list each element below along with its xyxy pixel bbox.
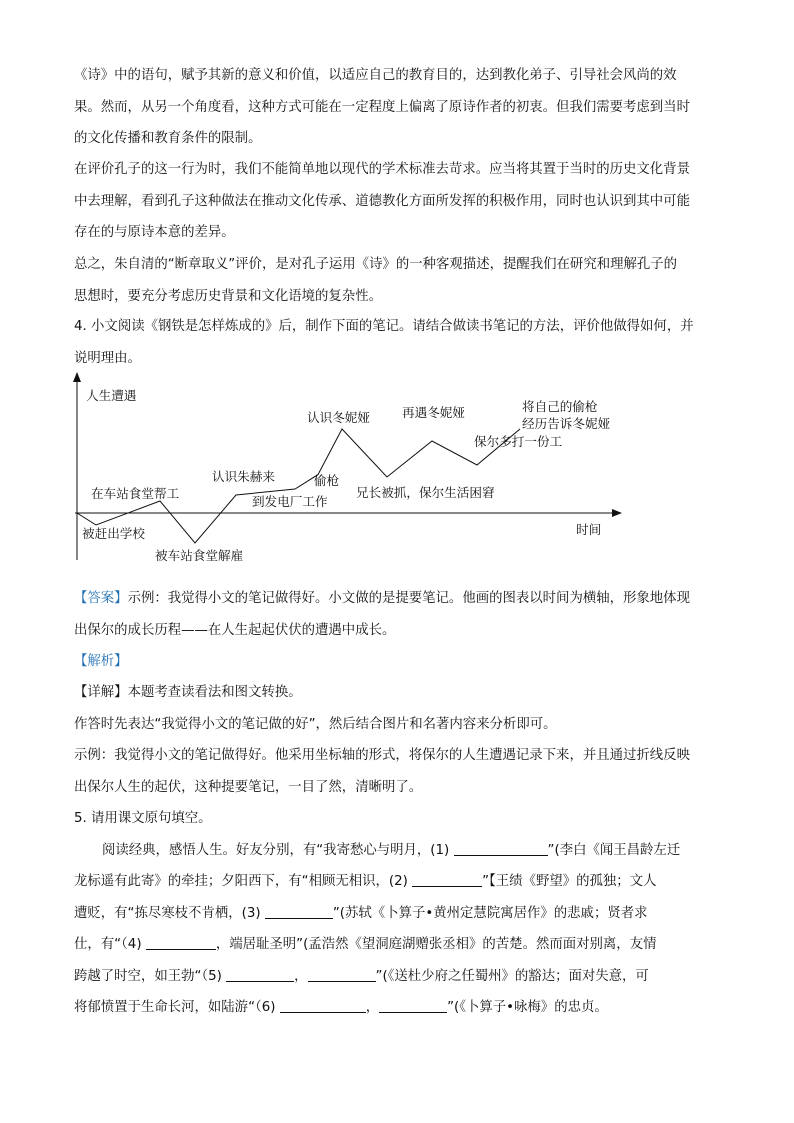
paragraph-line: 总之，朱自清的“断章取义”评价，是对孔子运用《诗》的一种客观描述，提醒我们在研究和理解孔子的 (74, 257, 678, 272)
question-line: 仕，有“（4) ，端居耻圣明”(孟浩然《望洞庭湖赠张丞相》的苦楚。然而面对别离，友情 (74, 937, 657, 952)
answer-line (74, 583, 724, 615)
answer-blank-5b[interactable] (308, 967, 376, 982)
event-label: 偷枪 (314, 473, 340, 488)
paragraph-line: 在评价孔子的这一行为时，我们不能简单地以现代的学术标准去苛求。应当将其置于当时的历史文化背景 (74, 162, 690, 177)
analysis-tag: 【解析】 (74, 654, 128, 669)
paragraph-3 (74, 249, 724, 312)
event-label: 将自己的偷枪 (522, 399, 598, 414)
event-label: 兄长被抓，保尔生活困窘 (356, 485, 495, 500)
detail-tag: 【详解】 (74, 685, 128, 700)
detail-line (74, 677, 724, 709)
event-label: 被赶出学校 (82, 526, 145, 541)
x-axis-arrow-icon (612, 509, 622, 517)
event-label: 保尔多打一份工 (474, 434, 563, 449)
event-label: 经历告诉冬妮娅 (522, 416, 611, 431)
answer-blank-5a[interactable] (226, 967, 294, 982)
answer-blank-6a[interactable] (280, 998, 366, 1013)
answer-line: 出保尔的成长历程——在人生起起伏伏的遭遇中成长。 (74, 622, 396, 638)
paragraph-line: 果。然而，从另一个角度看，这种方式可能在一定程度上偏离了原诗作者的初衷。但我们需要考虑到当时 (74, 99, 690, 115)
answer-tag: 【答案】 (74, 591, 128, 606)
detail-line: 出保尔人生的起伏，这种提要笔记，一目了然，清晰明了。 (74, 779, 423, 795)
event-label: 认识冬妮娅 (307, 410, 370, 425)
answer-blank-3[interactable] (265, 904, 333, 919)
paragraph-line: 中去理解，看到孔子这种做法在推动文化传承、道德教化方面所发挥的积极作用，同时也认识到其中可能 (74, 193, 690, 209)
paragraph-line: 思想时，要充分考虑历史背景和文化语境的复杂性。 (74, 288, 382, 304)
question-4 (74, 311, 724, 374)
question-line: 阅读经典，感悟人生。好友分别，有“我寄愁心与明月，(1) ”(李白《闻王昌龄左迁 (102, 842, 681, 858)
answer-blank-2[interactable] (412, 872, 482, 887)
detail-text: 本题考查读看法和图文转换。 (127, 685, 302, 700)
answer-blank-6b[interactable] (379, 998, 447, 1013)
question-line: 4. 小文阅读《钢铁是怎样炼成的》后，制作下面的笔记。请结合做读书笔记的方法，评价他做得如何，并 (74, 319, 694, 334)
question-5 (74, 803, 724, 1024)
question-line: 龙标遥有此寄》的牵挂；夕阳西下，有“相顾无相识，(2) ”【王绩《野望》的孤独；文人 (74, 874, 657, 889)
y-axis-label: 人生遭遇 (86, 388, 137, 403)
event-labels (82, 399, 611, 563)
detail-line: 示例：我觉得小文的笔记做得好。他采用坐标轴的形式，将保尔的人生遭遇记录下来，并且通过折线反映 (74, 748, 690, 763)
event-label: 被车站食堂解雇 (155, 548, 244, 563)
event-label: 到发电厂工作 (252, 494, 328, 509)
answer-text: 示例：我觉得小文的笔记做得好。小文做的是提要笔记。他画的图表以时间为横轴，形象地体现 (127, 591, 690, 606)
paragraph-2 (74, 154, 724, 249)
paragraph-line: 的文化传播和教育条件的限制。 (74, 131, 262, 146)
paragraph-line: 存在的与原诗本意的差异。 (74, 225, 235, 240)
event-label: 认识朱赫来 (212, 469, 275, 484)
question-line: 遭贬，有“拣尽寒枝不肯栖，(3) ”(苏轼《卜算子•黄州定慧院寓居作》的悲戚；贤者求 (74, 905, 648, 921)
question-title: 5. 请用课文原句填空。 (74, 811, 212, 826)
question-line: 跨越了时空，如王勃“（5) ， ”(《送杜少府之任蜀州》的豁达；面对失意，可 (74, 968, 649, 984)
paragraph-1 (74, 60, 724, 155)
event-label: 再遇冬妮娅 (402, 405, 465, 420)
detail-line: 作答时先表达“我觉得小文的笔记做的好”，然后结合图片和名著内容来分析即可。 (74, 716, 557, 732)
life-events-line-chart (60, 370, 660, 580)
event-label: 在车站食堂帮工 (91, 486, 180, 501)
answer-blank-4[interactable] (146, 935, 216, 950)
analysis-heading (74, 646, 724, 678)
answer-block (74, 583, 724, 646)
x-axis-label: 时间 (576, 522, 602, 537)
question-line: 将郁愤置于生命长河，如陆游“（6) ， ”(《卜算子•咏梅》的忠贞。 (74, 1000, 608, 1015)
detail-block (74, 677, 724, 803)
answer-blank-1[interactable] (454, 841, 548, 856)
question-line: 说明理由。 (74, 350, 141, 366)
paragraph-line: 《诗》中的语句，赋予其新的意义和价值，以适应自己的教育目的，达到教化弟子、引导社会风尚的效 (74, 68, 677, 83)
y-axis-arrow-icon (73, 372, 81, 382)
